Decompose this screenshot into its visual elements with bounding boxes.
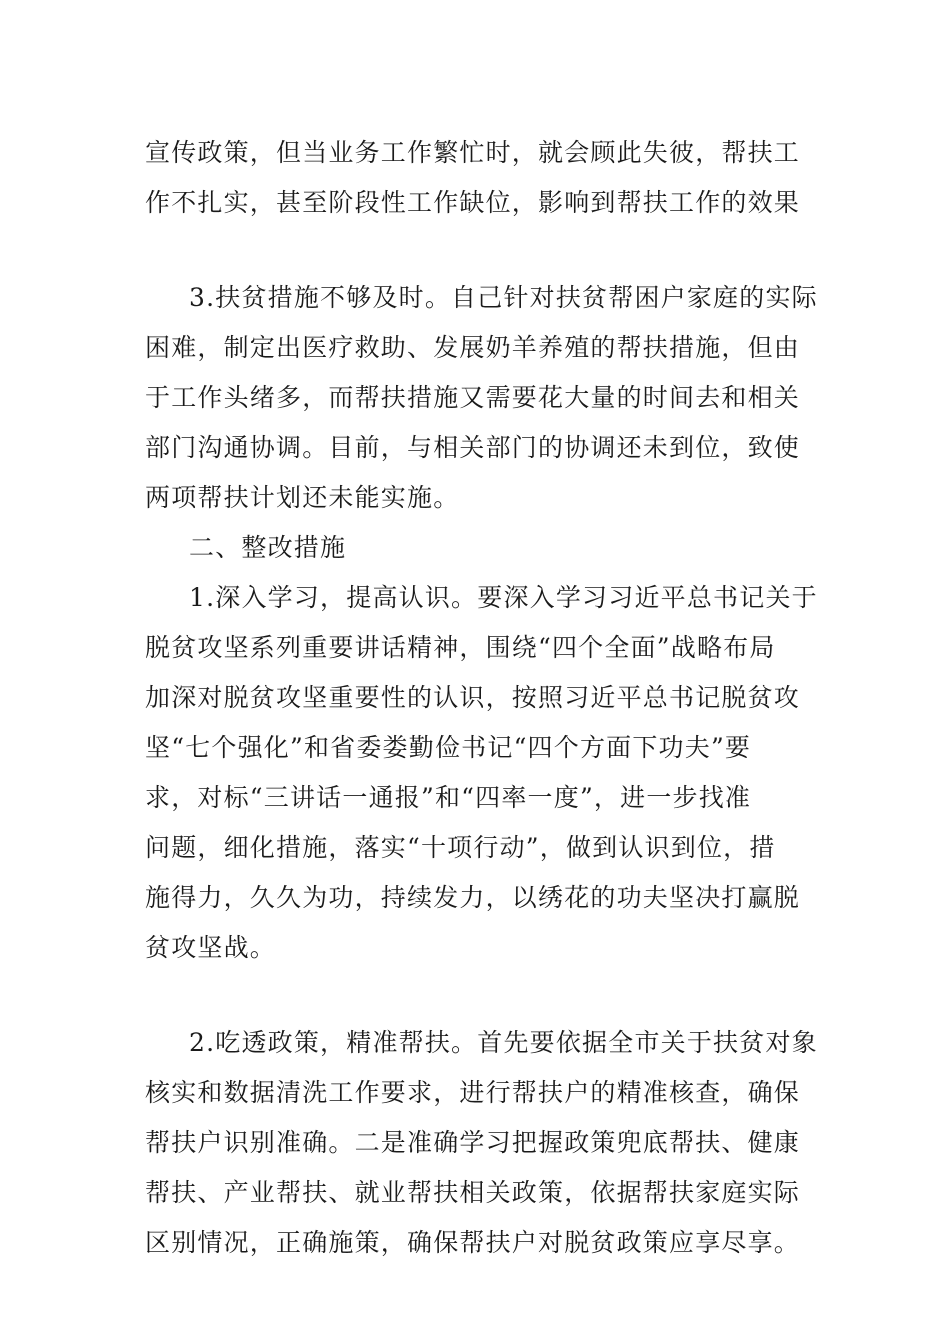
paragraph-3-first-line: 3.扶贫措施不够及时。自己针对扶贫帮困户家庭的实际 (189, 283, 818, 312)
text-line: 困难，制定出医疗救助、发展奶羊养殖的帮扶措施，但由 (145, 333, 801, 362)
text-line: 核实和数据清洗工作要求，进行帮扶户的精准核查，确保 (145, 1078, 801, 1107)
text-line: 宣传政策，但当业务工作繁忙时，就会顾此失彼，帮扶工 (145, 138, 801, 167)
text-line: 脱贫攻坚系列重要讲话精神，围绕“四个全面”战略布局 (145, 633, 776, 662)
text-line: 作不扎实，甚至阶段性工作缺位，影响到帮扶工作的效果 (145, 188, 801, 217)
text-line: 贫攻坚战。 (145, 933, 277, 962)
paragraph-block-main (145, 273, 818, 973)
text-line: 部门沟通协调。目前，与相关部门的协调还未到位，致使 (145, 433, 801, 462)
text-line: 于工作头绪多，而帮扶措施又需要花大量的时间去和相关 (145, 383, 801, 412)
measure-2-first-line: 2.吃透政策，精准帮扶。首先要依据全市关于扶贫对象 (189, 1028, 818, 1057)
text-line: 两项帮扶计划还未能实施。 (145, 483, 460, 512)
text-line: 帮扶户识别准确。二是准确学习把握政策兜底帮扶、健康 (145, 1128, 801, 1157)
section-heading: 二、整改措施 (189, 533, 347, 562)
text-line: 问题，细化措施，落实“十项行动”，做到认识到位，措 (145, 833, 776, 862)
text-line: 施得力，久久为功，持续发力，以绣花的功夫坚决打赢脱 (145, 883, 801, 912)
measure-1-first-line: 1.深入学习，提高认识。要深入学习习近平总书记关于 (189, 583, 818, 612)
text-line: 帮扶、产业帮扶、就业帮扶相关政策，依据帮扶家庭实际 (145, 1178, 801, 1207)
text-line: 加深对脱贫攻坚重要性的认识，按照习近平总书记脱贫攻 (145, 683, 801, 712)
paragraph-block-continuation (145, 128, 815, 228)
text-line: 求，对标“三讲话一通报”和“四率一度”，进一步找准 (145, 783, 752, 812)
text-line: 坚“七个强化”和省委娄勤俭书记“四个方面下功夫”要 (145, 733, 752, 762)
text-line: 区别情况，正确施策，确保帮扶户对脱贫政策应享尽享。 (145, 1228, 801, 1257)
paragraph-block-measure-2 (145, 1018, 818, 1268)
